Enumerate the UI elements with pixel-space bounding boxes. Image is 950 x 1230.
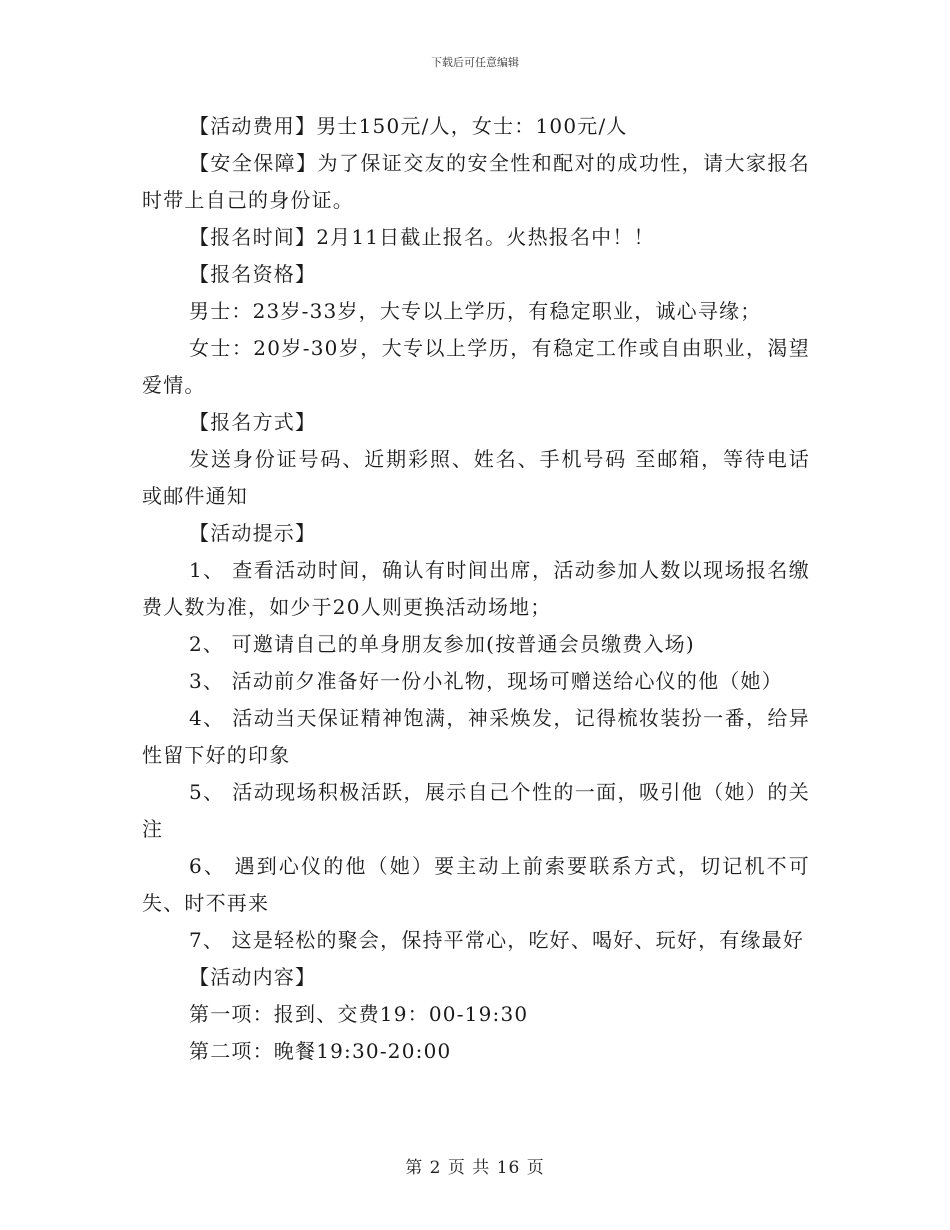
paragraph-safety: 【安全保障】为了保证交友的安全性和配对的成功性，请大家报名时带上自己的身份证。 [142,151,810,212]
paragraph-tip-5: 5、 活动现场积极活跃，展示自己个性的一面，吸引他（她）的关注 [142,780,810,841]
paragraph-tip-1: 1、 查看活动时间，确认有时间出席，活动参加人数以现场报名缴费人数为准，如少于20人则更换活动场地； [142,558,810,619]
paragraph-tip-7: 7、 这是轻松的聚会，保持平常心，吃好、喝好、玩好，有缘最好 [189,928,805,952]
paragraph-eligibility-heading: 【报名资格】 [189,262,317,286]
paragraph-signup-method: 发送身份证号码、近期彩照、姓名、手机号码 至邮箱，等待电话或邮件通知 [142,447,810,508]
document-body [142,108,810,1070]
paragraph-fee: 【活动费用】男士150元/人，女士：100元/人 [189,114,628,138]
paragraph-signup-time: 【报名时间】2月11日截止报名。火热报名中！！ [189,225,655,249]
paragraph-tip-4: 4、 活动当天保证精神饱满，神采焕发，记得梳妆装扮一番，给异性留下好的印象 [142,706,810,767]
paragraph-tip-3: 3、 活动前夕准备好一份小礼物，现场可赠送给心仪的他（她） [189,669,783,693]
paragraph-signup-method-heading: 【报名方式】 [189,410,317,434]
paragraph-content-heading: 【活动内容】 [189,965,317,989]
paragraph-tip-6: 6、 遇到心仪的他（她）要主动上前索要联系方式，切记机不可失、时不再来 [142,854,810,915]
page-number: 第 2 页 共 16 页 [405,1158,545,1178]
paragraph-item-2: 第二项：晚餐19:30-20:00 [189,1039,452,1063]
header-note: 下载后可任意编辑 [431,56,519,69]
paragraph-tip-2: 2、 可邀请自己的单身朋友参加(按普通会员缴费入场) [189,632,695,656]
paragraph-eligibility-men: 男士：23岁-33岁，大专以上学历，有稳定职业，诚心寻缘； [189,299,762,323]
paragraph-item-1: 第一项：报到、交费19：00-19:30 [189,1002,529,1026]
paragraph-tips-heading: 【活动提示】 [189,521,317,545]
paragraph-eligibility-women: 女士：20岁-30岁，大专以上学历，有稳定工作或自由职业，渴望爱情。 [142,336,810,397]
